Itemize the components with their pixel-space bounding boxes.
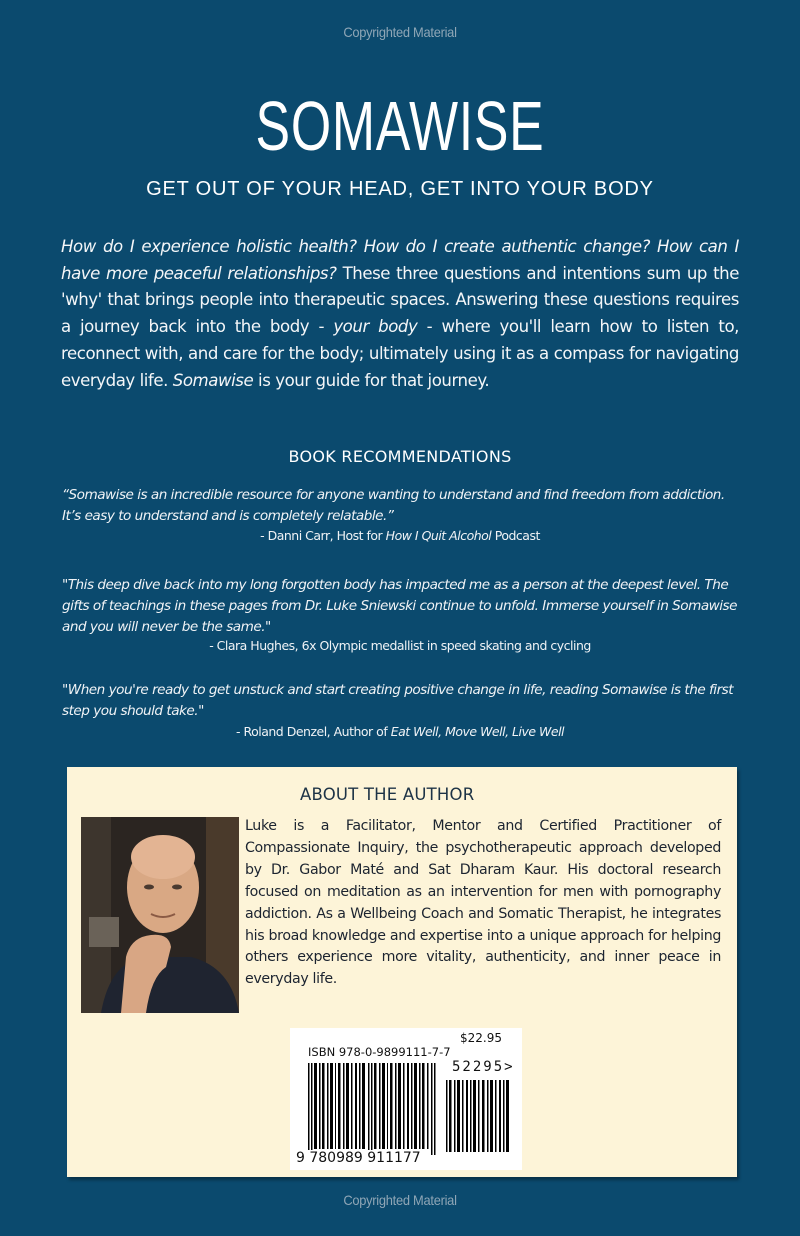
recommendation-quote-1: “Somawise is an incredible resource for anyone wanting to understand and find freedom from addiction. It’s easy to understand and is completely relatable.”	[62, 487, 725, 524]
attribution-title: How I Quit Alcohol	[385, 528, 492, 543]
recommendations-heading: BOOK RECOMMENDATIONS	[288, 447, 512, 466]
about-author-box	[67, 767, 737, 1177]
intro-text-1: These three questions and intentions sum up the 'why' that brings people into therapeutic spaces. Answering these questions requires a journey back into the body -	[61, 263, 739, 337]
author-bio: Luke is a Facilitator, Mentor and Certified Practitioner of Compassionate Inquiry, the psychotherapeutic approach developed by Dr. Gabor Maté and Sat Dharam Kaur. His doctoral research focused on meditation as an intervention for men with pornography addiction. As a Wellbeing Coach and Somatic Therapist, he integrates his broad knowledge and expertise into a unique approach for helping others experience more vitality, authenticity, and inner peace in everyday life.	[245, 818, 721, 988]
intro-emphasis-somawise: Somawise	[172, 370, 254, 390]
attribution-title: Eat Well, Move Well, Live Well	[390, 724, 565, 739]
attribution-text: - Danni Carr, Host for	[260, 528, 386, 543]
recommendation-quote-3: "When you're ready to get unstuck and start creating positive change in life, reading Somawise is the first step you should take."	[62, 682, 734, 719]
barcode-main-icon	[308, 1063, 436, 1155]
intro-text-2: - where you'll learn how to listen to, reconnect with, and care for the body; ultimately using it as a compass for navigating everyday life.	[61, 317, 740, 390]
intro-emphasis-your-body: your body	[333, 317, 418, 337]
copyright-watermark-bottom: Copyrighted Material	[343, 1192, 457, 1208]
recommendation-attribution-3	[0, 724, 800, 739]
recommendation-quote-2: "This deep dive back into my long forgotten body has impacted me as a person at the deepest level. The gifts of teachings in these pages from Dr. Luke Sniewski continue to unfold. Immerse yourself in Somawise and you will never be the same."	[62, 577, 737, 635]
intro-questions: How do I experience holistic health? How do I create authentic change? How can I have more peaceful relationships?	[61, 237, 739, 283]
book-subtitle: GET OUT OF YOUR HEAD, GET INTO YOUR BODY	[146, 178, 654, 200]
book-title: SOMAWISE	[255, 87, 545, 165]
isbn-digits: 9 780989 911177	[296, 1150, 421, 1166]
attribution-suffix: Podcast	[491, 528, 540, 543]
price-label: $22.95	[460, 1031, 502, 1045]
author-photo	[81, 817, 239, 1013]
author-portrait-icon	[81, 817, 239, 1013]
recommendation-attribution-2	[0, 638, 800, 653]
barcode-addon-icon	[446, 1080, 510, 1152]
isbn-barcode	[290, 1028, 522, 1170]
intro-text-3: is your guide for that journey.	[253, 370, 490, 390]
intro-paragraph	[61, 234, 739, 394]
recommendation-attribution-1	[0, 528, 800, 543]
attribution-text: - Clara Hughes, 6x Olympic medallist in speed skating and cycling	[209, 638, 591, 653]
copyright-watermark-top: Copyrighted Material	[343, 24, 457, 40]
about-author-heading: ABOUT THE AUTHOR	[300, 785, 475, 804]
price-code: 52295>	[452, 1059, 515, 1075]
isbn-label: ISBN 978-0-9899111-7-7	[308, 1045, 451, 1059]
attribution-text: - Roland Denzel, Author of	[235, 724, 391, 739]
